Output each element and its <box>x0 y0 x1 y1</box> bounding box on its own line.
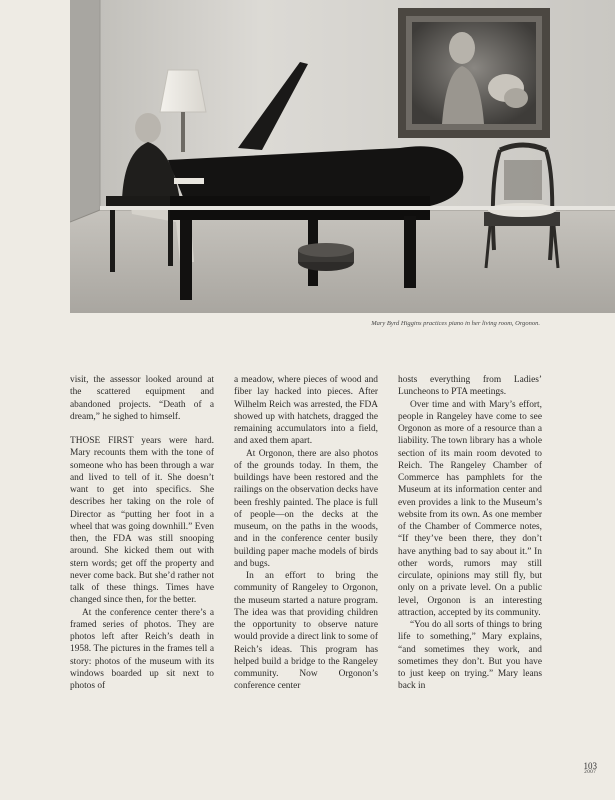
paragraph: At Orgonon, there are also photos of the grounds today. In them, the buildings have been restored and the railings on the observation decks have been freshly painted. The place is full of people—on the decks at the museum, on the paths in the woods, and in the conference center busily building paper mache models of birds and bugs. <box>234 448 378 569</box>
paragraph: visit, the assessor looked around at the scattered equipment and abandoned projects. “Death of a dream,” he sighed to himself. <box>70 375 214 422</box>
page-folio <box>584 762 598 776</box>
article-column-3 <box>398 374 542 693</box>
paragraph: Over time and with Mary’s effort, people in Rangeley have come to see Orgonon as more of a resource than a liability. The town library has a whole section of its main room devoted to Reich. The Rangeley Chamber of Commerce has pamphlets for the Museum at its information center and even provides a link to the Museum’s website from its own. As one member of the Chamber of Commerce notes, “If they’ve been there, they don’t have anything bad to say about it.” In other words, rumors may still circulate, opinions may still fly, but only on a private level. On a public level, Orgonon is an interesting attraction, accepted by its community. <box>398 399 542 618</box>
paragraph: hosts everything from Ladies’ Luncheons to PTA meetings. <box>398 375 542 398</box>
paragraph: THOSE FIRST years were hard. Mary recounts them with the tone of someone who has been through a war and lived to tell of it. She doesn’t want to get into specifics. She describes her taking on the role of Director as “putting her foot in a wheel that was going downhill.” Even then, the FDA was still snooping around. She kicked them out with stern words; get off the property and never come back. But she’d rather not talk of these things. Times have changed since then, for the better. <box>70 436 214 606</box>
article-column-2 <box>234 374 378 693</box>
paragraph: “You do all sorts of things to bring life to something,” Mary explains, “and sometimes they work, and sometimes they don’t. But you have to just keep on trying.” Mary leans back in <box>398 620 542 692</box>
photo-caption: Mary Byrd Higgins practices piano in her living room, Orgonon. <box>371 320 540 327</box>
article-column-1 <box>70 374 214 692</box>
paragraph: a meadow, where pieces of wood and fiber lay hacked into pieces. After Wilhelm Reich was arrested, the FDA showed up with hatchets, dragged the remaining accumulators into a field, and axed them apart. <box>234 375 378 447</box>
piano-photograph <box>70 0 615 313</box>
paragraph: In an effort to bring the community of Rangeley to Orgonon, the museum started a nature program. The idea was that providing children the opportunity to observe nature would provide a direct link to some of Reich’s ideas. This program has helped build a bridge to the Rangeley community. Now Orgonon’s conference center <box>234 571 378 692</box>
page-number: 103 <box>583 761 597 771</box>
folio-year: 2007 <box>584 770 597 775</box>
paragraph: At the conference center there’s a framed series of photos. They are photos left after Reich’s death in 1958. The pictures in the frames tell a story: photos of the museum with its windows boarded up sit next to photos of <box>70 607 214 691</box>
